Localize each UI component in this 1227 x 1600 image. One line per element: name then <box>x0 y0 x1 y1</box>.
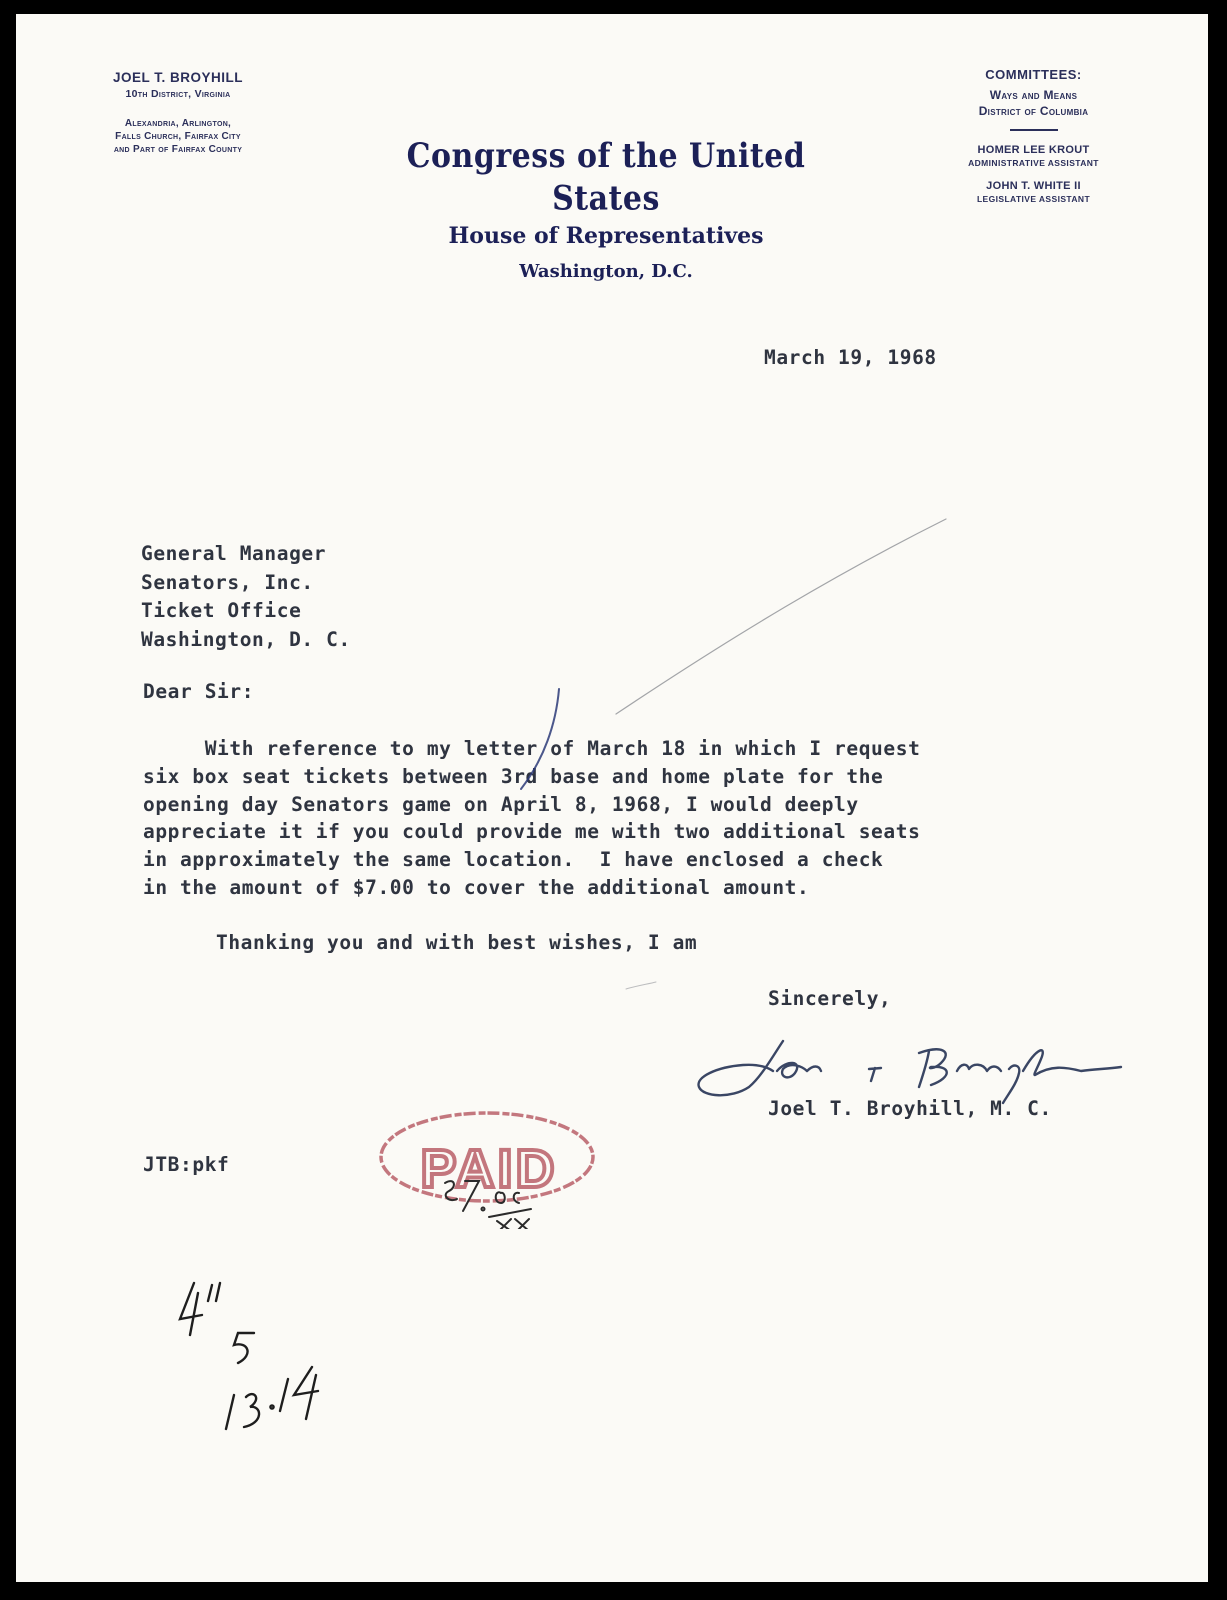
pencil-stray-marks <box>16 14 1208 1582</box>
district-town-line: Alexandria, Arlington, <box>124 118 232 129</box>
body-line: six box seat tickets between 3rd base and home plate for the <box>143 764 884 788</box>
address-line: Ticket Office <box>141 599 302 622</box>
member-name: JOEL T. BROYHILL <box>112 70 243 85</box>
typed-signature-name: Joel T. Broyhill, M. C. <box>768 1097 1052 1120</box>
body-line: in the amount of $7.00 to cover the additional amount. <box>143 875 810 899</box>
house-title: House of Representatives <box>448 223 764 249</box>
staff-role: ADMINISTRATIVE ASSISTANT <box>968 158 1099 168</box>
reference-initials: JTB:pkf <box>143 1153 230 1176</box>
complimentary-close: Sincerely, <box>768 987 892 1010</box>
address-line: General Manager <box>141 542 327 565</box>
body-line: in approximately the same location. I have enclosed a check <box>143 848 884 872</box>
district-town-line: Falls Church, Fairfax City <box>115 131 241 142</box>
letter-page <box>16 14 1208 1582</box>
congress-title: Congress of the United States <box>406 136 806 219</box>
staff-role: LEGISLATIVE ASSISTANT <box>976 194 1091 204</box>
staff-name: JOHN T. WHITE II <box>986 180 1081 192</box>
washington-title: Washington, D.C. <box>519 261 693 282</box>
committees-heading: COMMITTEES: <box>985 67 1082 82</box>
address-line: Senators, Inc. <box>141 570 314 594</box>
committee-name: District of Columbia <box>978 104 1089 118</box>
salutation: Dear Sir: <box>143 680 255 703</box>
district-town-line: and Part of Fairfax County <box>113 144 243 155</box>
body-line: With reference to my letter of March 18 in which I request <box>143 737 921 760</box>
body-line: appreciate it if you could provide me with two additional seats <box>143 820 921 844</box>
address-line: Washington, D. C. <box>141 627 351 651</box>
letter-date: March 19, 1968 <box>764 346 937 369</box>
paid-stamp-text: PAID <box>420 1139 558 1199</box>
closing-line: Thanking you and with best wishes, I am <box>216 931 698 954</box>
committee-name: Ways and Means <box>989 88 1078 102</box>
member-district: 10th District, Virginia <box>125 88 231 100</box>
staff-name: HOMER LEE KROUT <box>977 144 1090 156</box>
body-line: opening day Senators game on April 8, 1968, I would deeply <box>143 792 859 816</box>
